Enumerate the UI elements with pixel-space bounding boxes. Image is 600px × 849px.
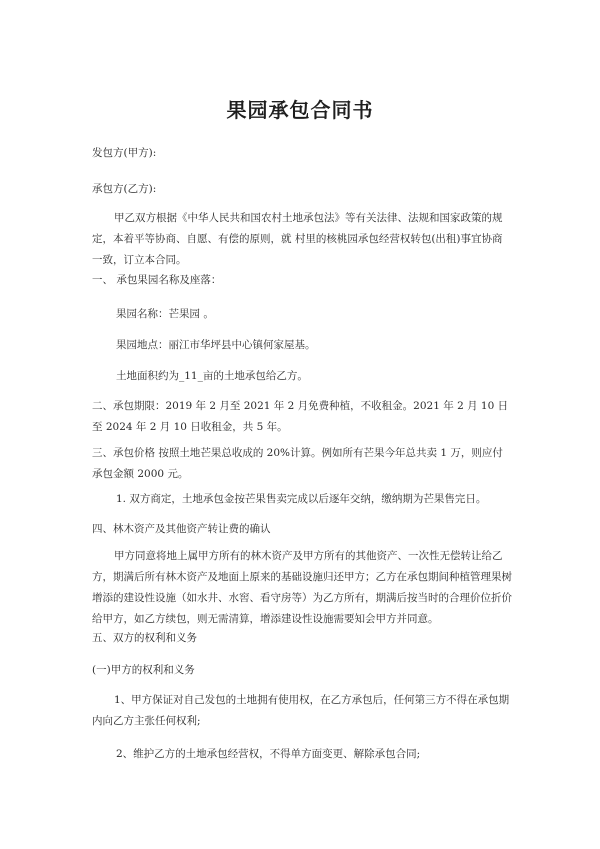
orchard-location: 果园地点：丽江市华坪县中心镇何家屋基。 [116, 339, 316, 351]
party-b-label: 承包方(乙方): [92, 183, 157, 195]
party-a-label: 发包方(甲方): [92, 147, 157, 159]
section4-heading: 四、林木资产及其他资产转让费的确认 [92, 523, 271, 535]
section5-sub-heading: (一)甲方的权利和义务 [92, 664, 195, 676]
section3-price: 三、承包价格 按照土地芒果总收成的 20%计算。例如所有芒果今年总共卖 1 万，则应付承包金额 2000 元。 [92, 447, 503, 480]
orchard-name: 果园名称：芒果园 。 [116, 308, 214, 320]
preamble-paragraph: 甲乙双方根据《中华人民共和国农村土地承包法》等有关法律、法规和国家政策的规定，本着平等协商、自愿、有偿的原则，就 村里的核桃园承包经营权转包(出租)事宜协商一致，订立本合同。 [92, 212, 503, 266]
section5-item2: 2、维护乙方的土地承包经营权，不得单方面变更、解除承包合同; [116, 748, 421, 760]
orchard-area: 土地面积约为_11_亩的土地承包给乙方。 [116, 370, 308, 382]
section1-heading: 一、 承包果园名称及座落： [92, 274, 222, 286]
section5-item1: 1、甲方保证对自己发包的土地拥有使用权，在乙方承包后，任何第三方不得在承包期内向乙方主张任何权利; [92, 694, 510, 727]
document-title: 果园承包合同书 [226, 98, 374, 122]
section4-paragraph: 甲方同意将地上属甲方所有的林木资产及甲方所有的其他资产、一次性无偿转让给乙方，期满后所有林木资产及地面上原来的基础设施归还甲方；乙方在承包期间种植管理果树增添的建设性设施（如水井、水窖、看守房等）为乙方所有，期满后按当时的合理价位折价给甲方，如乙方续包，则无需清算，增添建设性设施需要知会甲方并同意。 [92, 550, 512, 625]
section2-term: 二、承包期限：2019 年 2 月至 2021 年 2 月免费种植，不收租金。2021 年 2 月 10 日至 2024 年 2 月 10 日收租金，共 5 年。 [92, 400, 509, 433]
section3-item1: 1. 双方商定，土地承包金按芒果售卖完成以后逐年交纳，缴纳期为芒果售完日。 [116, 493, 487, 505]
section5-heading: 五、双方的权利和义务 [92, 632, 197, 644]
